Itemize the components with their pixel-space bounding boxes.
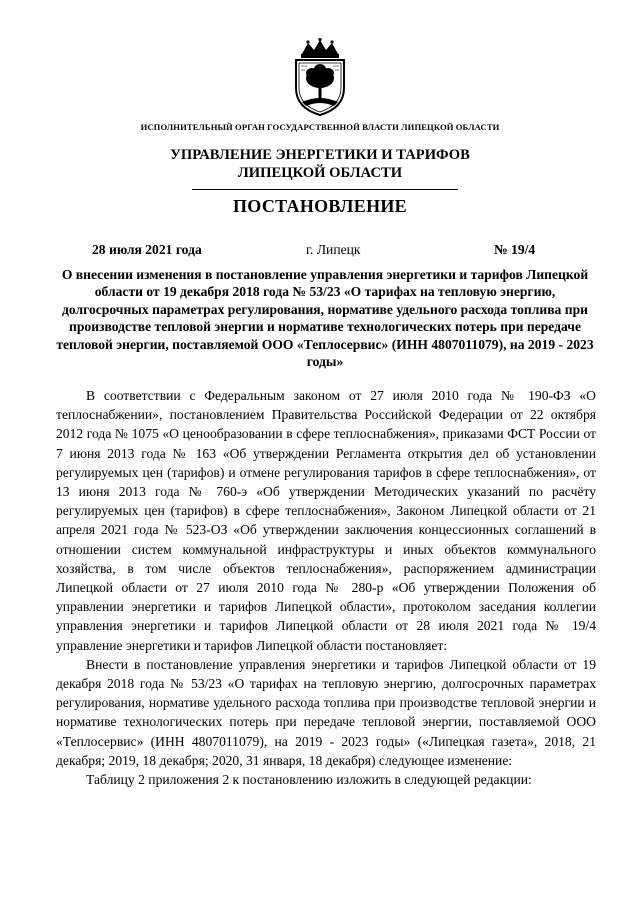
department-line-2: ЛИПЕЦКОЙ ОБЛАСТИ [237, 165, 403, 181]
body-paragraph-3: Таблицу 2 приложения 2 к постановлению изложить в следующей редакции: [86, 772, 532, 788]
body-paragraph-2: Внести в постановление управления энергетики и тарифов Липецкой области от 19 декабря 2018 года № 53/23 «О тарифах на тепловую энергию, долгосрочных параметрах регулирования, нормативе удельного расхода топлива при производстве тепловой энергии и нормативе технологических потерь при передаче тепловой энергии, поставляемой ООО «Теплосервис» (ИНН 4807011079), на 2019 - 2023 годы» («Липецкая газета», 2018, 21 декабря; 2019, 18 декабря; 2020, 31 января, 18 декабря) следующее изменение: [56, 656, 596, 768]
document-number: № 19/4 [494, 242, 536, 257]
department-name [0, 146, 640, 182]
coat-of-arms-icon [288, 38, 352, 116]
issuer-authority: ИСПОЛНИТЕЛЬНЫЙ ОРГАН ГОСУДАРСТВЕННОЙ ВЛАСТИ ЛИПЕЦКОЙ ОБЛАСТИ [140, 122, 500, 132]
header-divider [192, 189, 458, 190]
document-city: г. Липецк [306, 242, 361, 257]
document-body [56, 386, 596, 789]
department-line-1: УПРАВЛЕНИЕ ЭНЕРГЕТИКИ И ТАРИФОВ [170, 147, 470, 163]
body-paragraph-1: В соответствии с Федеральным законом от 27 июля 2010 года № 190-ФЗ «О теплоснабжении», постановлением Правительства Российской Федерации от 22 октября 2012 года № 1075 «О ценообразовании в сфере теплоснабжения», приказами ФСТ России от 7 июня 2013 года № 163 «Об утверждении Регламента открытия дел об установлении регулируемых цен (тарифов) и отмене регулирования тарифов в сфере теплоснабжения», от 13 июня 2013 года № 760-э «Об утверждении Методических указаний по расчёту регулируемых цен (тарифов) в сфере теплоснабжения», Законом Липецкой области от 21 апреля 2021 года № 523-ОЗ «Об утверждении заключения концессионных соглашений в отношении систем коммунальной инфраструктуры и иных объектов коммунального хозяйства, в том числе объектов теплоснабжения», распоряжением администрации Липецкой области от 27 июля 2010 года № 280-р «Об утверждении Положения об управлении энергетики и тарифов Липецкой области», протоколом заседания коллегии управления энергетики и тарифов Липецкой области от 28 июля 2021 года № 19/4 управление энергетики и тарифов Липецкой области постановляет: [56, 388, 596, 653]
document-subject: О внесении изменения в постановление управления энергетики и тарифов Липецкой области от 19 декабря 2018 года № 53/23 «О тарифах на тепловую энергию, долгосрочных параметрах регулирования, нормативе удельного расхода топлива при производстве тепловой энергии и нормативе технологических потерь при передаче тепловой энергии, поставляемой ООО «Теплосервис» (ИНН 4807011079), на 2019 - 2023 годы» [56, 267, 594, 370]
document-date: 28 июля 2021 года [92, 242, 202, 257]
document-type: ПОСТАНОВЛЕНИЕ [233, 196, 407, 216]
